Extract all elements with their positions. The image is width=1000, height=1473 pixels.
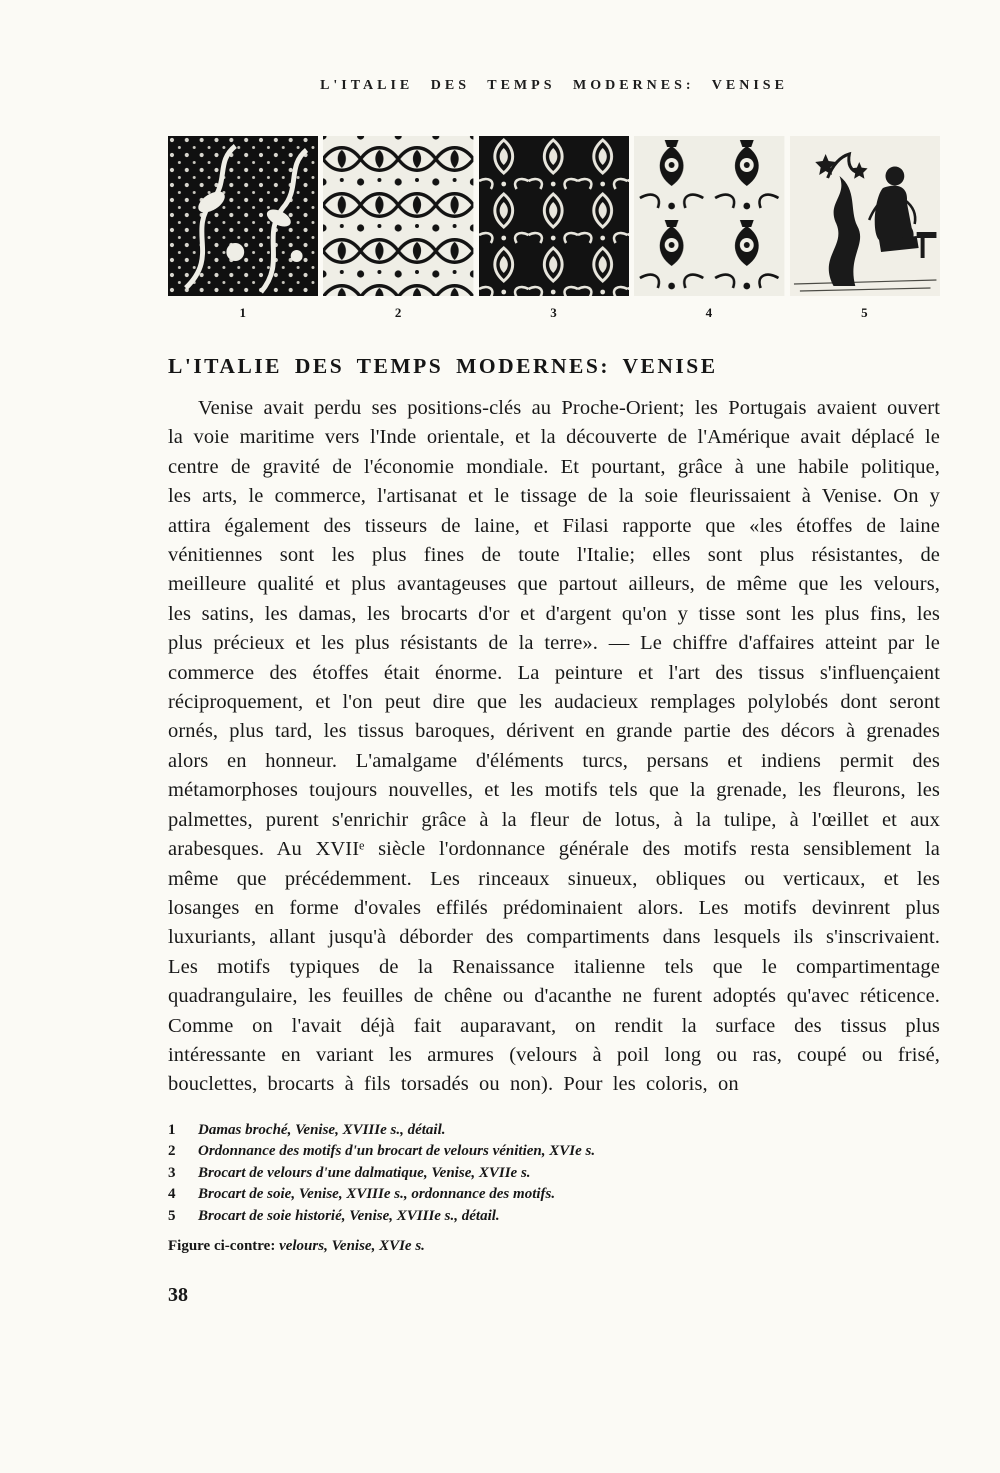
caption-text: velours, Venise, XVIe s.	[279, 1238, 425, 1255]
footnote-number: 5	[168, 1207, 176, 1224]
footnote-item	[168, 1163, 940, 1185]
body-paragraph: Venise avait perdu ses positions-clés au Proche-Orient; les Portugais avaient ouvert la voie maritime vers l'Inde orientale, et la découverte de l'Amérique avait déplacé le centre de gravité de l'économie mondiale. Et pourtant, grâce à une habile politique, les arts, le commerce, l'artisanat et le tissage de la soie fleurissaient à Venise. On y attira également des tisseurs de laine, et Filasi rapporte que «les étoffes de laine vénitiennes sont les plus fines de toute l'Italie; elles sont plus résistantes, de meilleure qualité et plus avantageuses que partout ailleurs, de même que les velours, les satins, les damas, les brocarts d'or et d'argent qu'on y tisse sont les plus fins, les plus précieux et les plus résistants de la terre». — Le chiffre d'affaires atteint par le commerce des étoffes était énorme. La peinture et l'art des tissus s'influençaient réciproquement, et l'on peut dire que les audacieux remplages polylobés dont seront ornés, plus tard, les tissus baroques, dérivent en grande partie des décors à grenades alors en honneur. L'amalgame d'éléments turcs, persans et indiens permit des métamorphoses toujours nouvelles, et les motifs tels que la grenade, les fleurons, les palmettes, purent s'enrichir grâce à la fleur de lotus, à la tulipe, à l'œillet et aux arabesques. Au XVIIᵉ siècle l'ordonnance générale des motifs resta sensiblement la même que précédemment. Les rinceaux sinueux, obliques ou verticaux, et les losanges en forme d'ovales effilés prédominaient alors. Les motifs devinrent plus luxuriants, allant jusqu'à déborder des compartiments dans lesquels ils s'inscrivaient. Les motifs typiques de la Renaissance italienne tels que le compartimentage quadrangulaire, les feuilles de chêne ou d'acanthe ne furent adoptés qu'avec réticence. Comme on l'avait déjà fait auparavant, on rendit la surface des tissus plus intéressante en variant les armures (velours à poil long ou ras, coupé ou frisé, bouclettes, brocarts à fils torsadés ou non). Pour les coloris, on	[168, 397, 940, 1096]
footnote-item	[168, 1184, 940, 1206]
textile-figure-1	[168, 136, 318, 321]
ogee-trellis-pattern-image	[323, 136, 473, 296]
footnote-item	[168, 1141, 940, 1163]
figure-number: 1	[239, 305, 247, 320]
facing-figure-caption	[168, 1236, 940, 1258]
caption-label: Figure ci-contre:	[168, 1238, 276, 1255]
footnote-number: 3	[168, 1164, 176, 1181]
figure-number: 5	[861, 305, 869, 320]
figure-strip	[168, 136, 940, 321]
textile-figure-5	[790, 136, 940, 321]
figure-number: 2	[394, 305, 403, 320]
footnote-item	[168, 1206, 940, 1228]
figurative-brocade-image	[790, 136, 940, 296]
footnotes	[168, 1120, 940, 1228]
footnote-text: Ordonnance des motifs d'un brocart de velours vénitien, XVIe s.	[198, 1143, 596, 1160]
running-header: L'ITALIE DES TEMPS MODERNES: VENISE	[320, 78, 788, 93]
pomegranate-pattern-image	[634, 136, 784, 296]
footnote-text: Brocart de velours d'une dalmatique, Venise, XVIIe s.	[198, 1164, 531, 1181]
footnote-number: 1	[168, 1121, 176, 1138]
footnote-text: Brocart de soie, Venise, XVIIIe s., ordonnance des motifs.	[198, 1186, 556, 1203]
damask-pattern-image	[168, 136, 318, 296]
textile-figure-2	[323, 136, 473, 321]
textile-figure-3	[479, 136, 629, 321]
page-number: 38	[168, 1283, 188, 1306]
figure-number: 3	[550, 305, 558, 320]
textile-figure-4	[634, 136, 784, 321]
dense-damask-pattern-image	[479, 136, 629, 296]
section-heading: L'ITALIE DES TEMPS MODERNES: VENISE	[168, 354, 718, 378]
footnote-item	[168, 1120, 940, 1142]
footnote-text: Damas broché, Venise, XVIIIe s., détail.	[198, 1121, 446, 1138]
footnote-number: 2	[168, 1143, 176, 1160]
figure-number: 4	[705, 305, 714, 320]
footnote-text: Brocart de soie historié, Venise, XVIIIe s., détail.	[198, 1207, 500, 1224]
footnote-number: 4	[168, 1186, 176, 1203]
